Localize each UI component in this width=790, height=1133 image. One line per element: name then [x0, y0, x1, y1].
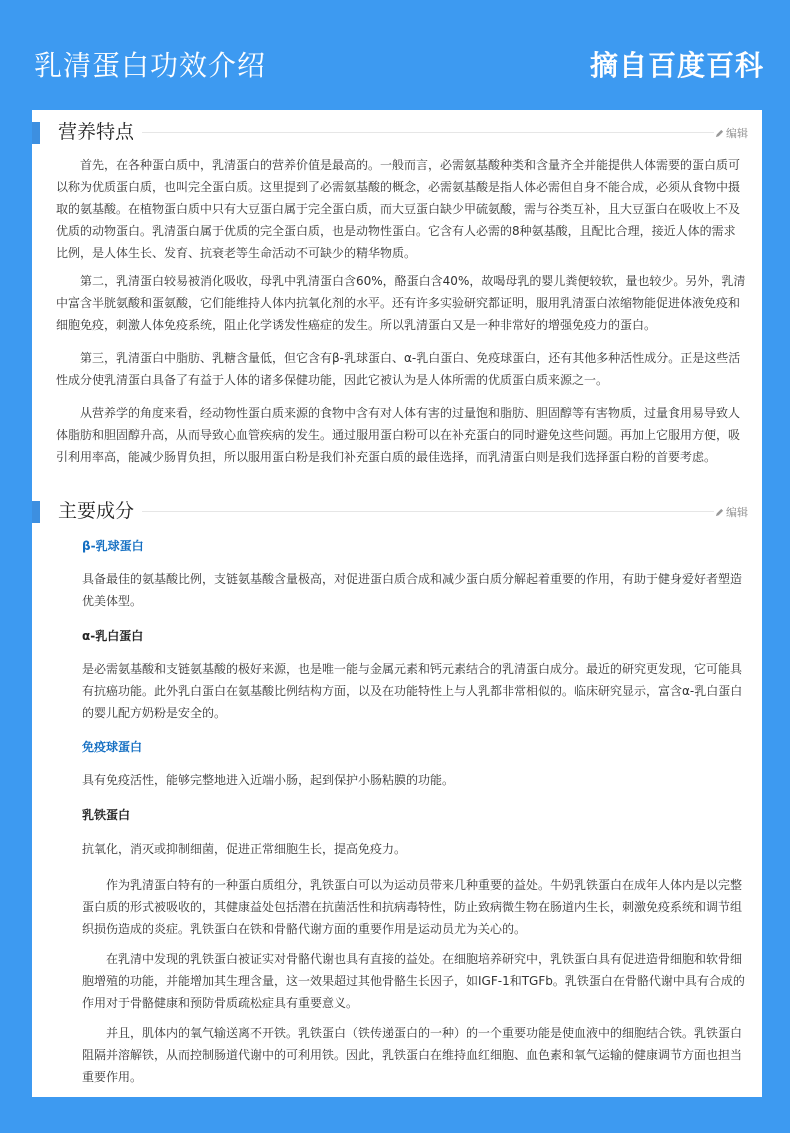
source-label: 摘自百度百科: [589, 49, 764, 82]
component-heading: 乳铁蛋白: [82, 808, 131, 822]
section-header-components: [32, 499, 762, 525]
component-heading[interactable]: β-乳球蛋白: [82, 539, 144, 553]
paragraph: 首先，在各种蛋白质中，乳清蛋白的营养价值是最高的。一般而言，必需氨基酸种类和含量齐全并能提供人体需要的蛋白质可以称为优质蛋白质，也叫完全蛋白质。这里提到了必需氨基酸的概念，必需氨基酸是指人体必需但自身不能合成，必须从食物中摄取的氨基酸。在植物蛋白质中只有大豆蛋白属于完全蛋白质，而大豆蛋白缺少甲硫氨酸，需与谷类互补，且大豆蛋白在吸收上不及优质的动物蛋白。乳清蛋白属于优质的完全蛋白质，也是动物性蛋白。它含有人必需的8种氨基酸，且配比合理，接近人体的需求比例，是人体生长、发育、抗衰老等生命活动不可缺少的精华物质。: [56, 158, 741, 260]
section-header-nutrition: [32, 120, 762, 146]
section-divider: [142, 511, 714, 512]
article-card: [32, 110, 762, 1097]
edit-link[interactable]: [715, 125, 748, 141]
edit-label: 编辑: [726, 127, 748, 140]
paragraph: 在乳清中发现的乳铁蛋白被证实对骨骼代谢也具有直接的益处。在细胞培养研究中，乳铁蛋白具有促进造骨细胞和软骨细胞增殖的功能，并能增加其生理含量，这一效果超过其他骨骼生长因子，如IGF-1和TGFb。乳铁蛋白在骨骼代谢中具有合成的作用对于骨骼健康和预防骨质疏松症具有重要意义。: [82, 952, 745, 1010]
component-description: 具备最佳的氨基酸比例，支链氨基酸含量极高，对促进蛋白质合成和减少蛋白质分解起着重要的作用，有助于健身爱好者塑造优美体型。: [82, 572, 743, 608]
section-marker: [32, 501, 40, 523]
component-heading: α-乳白蛋白: [82, 629, 144, 643]
page-header: [0, 0, 790, 110]
pencil-icon: [715, 508, 724, 517]
component-description: 抗氧化，消灭或抑制细菌，促进正常细胞生长，提高免疫力。: [82, 842, 407, 856]
component-description: 具有免疫活性，能够完整地进入近端小肠，起到保护小肠粘膜的功能。: [82, 773, 455, 787]
paragraph: 从营养学的角度来看，经动物性蛋白质来源的食物中含有对人体有害的过量饱和脂肪、胆固醇等有害物质，过量食用易导致人体脂肪和胆固醇升高，从而导致心血管疾病的发生。通过服用蛋白粉可以在补充蛋白的同时避免这些问题。再加上它服用方便，吸引利用率高，能减少肠胃负担，所以服用蛋白粉是我们补充蛋白质的最佳选择，而乳清蛋白则是我们选择蛋白粉的首要考虑。: [56, 406, 741, 464]
component-description: 是必需氨基酸和支链氨基酸的极好来源，也是唯一能与金属元素和钙元素结合的乳清蛋白成分。最近的研究更发现，它可能具有抗癌功能。此外乳白蛋白在氨基酸比例结构方面，以及在功能特性上与人乳都非常相似的。临床研究显示，富含α-乳白蛋白的婴儿配方奶粉是安全的。: [82, 662, 743, 720]
section-title: 主要成分: [58, 500, 135, 522]
paragraph: 作为乳清蛋白特有的一种蛋白质组分，乳铁蛋白可以为运动员带来几种重要的益处。牛奶乳铁蛋白在成年人体内是以完整蛋白质的形式被吸收的，其健康益处包括潜在抗菌活性和抗病毒特性，防止致病微生物在肠道内生长，刺激免疫系统和调节组织损伤造成的炎症。乳铁蛋白在铁和骨骼代谢方面的重要作用是运动员尤为关心的。: [82, 878, 743, 936]
paragraph: 第二，乳清蛋白较易被消化吸收，母乳中乳清蛋白含60%，酪蛋白含40%，故喝母乳的婴儿粪便较软，量也较少。另外，乳清中富含半胱氨酸和蛋氨酸，它们能维持人体内抗氧化剂的水平。还有许多实验研究都证明，服用乳清蛋白浓缩物能促进体液免疫和细胞免疫，刺激人体免疫系统，阻止化学诱发性癌症的发生。所以乳清蛋白又是一种非常好的增强免疫力的蛋白。: [56, 274, 746, 332]
pencil-icon: [715, 129, 724, 138]
section-divider: [142, 132, 714, 133]
component-heading[interactable]: 免疫球蛋白: [82, 740, 143, 754]
section-marker: [32, 122, 40, 144]
edit-label: 编辑: [726, 506, 748, 519]
section-title: 营养特点: [58, 121, 135, 143]
paragraph: 第三，乳清蛋白中脂肪、乳糖含量低，但它含有β-乳球蛋白、α-乳白蛋白、免疫球蛋白，还有其他多种活性成分。正是这些活性成分使乳清蛋白具备了有益于人体的诸多保健功能，因此它被认为是人体所需的优质蛋白质来源之一。: [56, 351, 741, 387]
paragraph: 并且，肌体内的氧气输送离不开铁。乳铁蛋白（铁传递蛋白的一种）的一个重要功能是使血液中的细胞结合铁。乳铁蛋白阻隔并溶解铁，从而控制肠道代谢中的可利用铁。因此，乳铁蛋白在维持血红细胞、血色素和氧气运输的健康调节方面也担当重要作用。: [82, 1026, 743, 1084]
edit-link[interactable]: [715, 504, 748, 520]
page-title: 乳清蛋白功效介绍: [34, 49, 267, 82]
